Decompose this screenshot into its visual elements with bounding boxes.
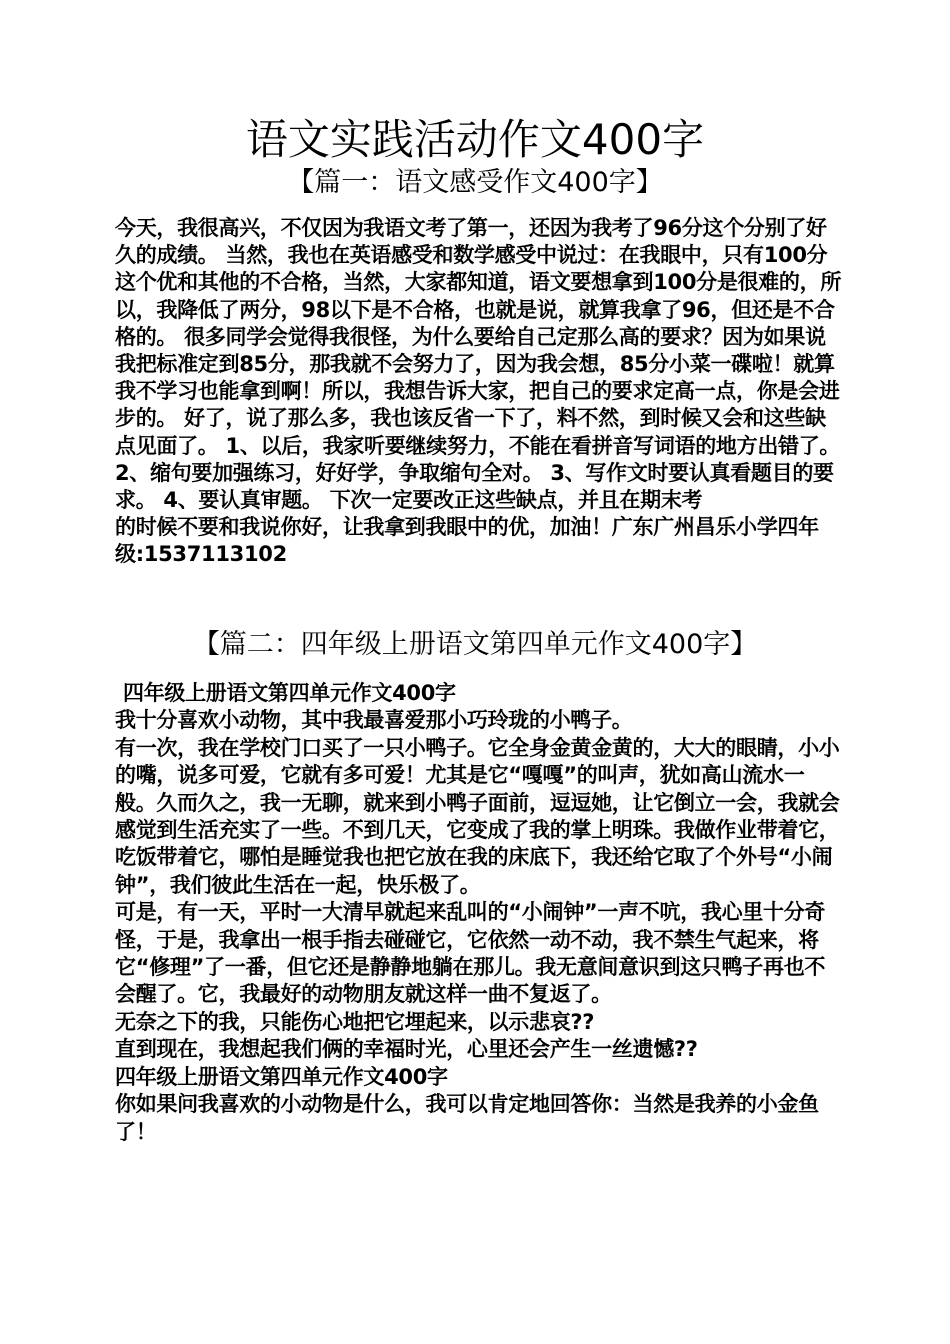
section-two-subheading: 四年级上册语文第四单元作文400字	[115, 1064, 448, 1089]
section-two-paragraph: 我十分喜欢小动物，其中我最喜爱那小巧玲珑的小鸭子。	[115, 708, 633, 733]
section-one-heading: 【篇一：语文感受作文400字】	[287, 167, 663, 198]
section-two-paragraph: 你如果问我喜欢的小动物是什么，我可以肯定地回答你：当然是我养的小金鱼了！	[115, 1092, 819, 1144]
section-two-paragraph: 可是，有一天，平时一大清早就起来乱叫的“小闹钟”一声不吭，我心里十分奇怪，于是，我拿出一根手指去碰碰它，它依然一动不动，我不禁生气起来，将它“修理”了一番，但它还是静静地躺在那儿。我无意间意识到这只鸭子再也不会醒了。它，我最好的动物朋友就这样一曲不复返了。	[115, 900, 826, 1007]
section-two-paragraph: 有一次，我在学校门口买了一只小鸭子。它全身金黄金黄的，大大的眼睛，小小的嘴，说多可爱，它就有多可爱！尤其是它“嘎嘎”的叫声，犹如高山流水一般。久而久之，我一无聊，就来到小鸭子面前，逗逗她，让它倒立一会，我就会感觉到生活充实了一些。不到几天，它变成了我的掌上明珠。我做作业带着它，吃饭带着它，哪怕是睡觉我也把它放在我的床底下，我还给它取了个外号“小闹钟”，我们彼此生活在一起，快乐极了。	[115, 735, 840, 897]
section-two-heading: 【篇二：四年级上册语文第四单元作文400字】	[192, 629, 758, 660]
section-two-body	[115, 680, 845, 1146]
section-two-subheading: 四年级上册语文第四单元作文400字	[123, 681, 456, 705]
document-title: 语文实践活动作文400字	[245, 115, 705, 164]
section-one-paragraph: 今天，我很高兴，不仅因为我语文考了第一，还因为我考了96分这个分别了好久的成绩。 当然，我也在英语感受和数学感受中说过：在我眼中，只有100分这个优和其他的不合格，当然，大家都知道，语文要想拿到100分是很难的，所以，我降低了两分，98以下是不合格，也就是说，就算我拿了96，但还是不合格的。 很多同学会觉得我很怪，为什么要给自己定那么高的要求？因为如果说我把标准定到85分，那我就不会努力了，因为我会想，85分小菜一碟啦！就算我不学习也能拿到啊！所以，我想告诉大家，把自己的要求定高一点，你是会进步的。 好了，说了那么多，我也该反省一下了，料不然，到时候又会和这些缺点见面了。 1、以后，我家听要继续努力，不能在看拼音写词语的地方出错了。 2、缩句要加强练习，好好学，争取缩句全对。 3、写作文时要认真看题目的要求。 4、要认真审题。 下次一定要改正这些缺点，并且在期末考	[115, 216, 842, 513]
section-two-paragraph: 直到现在，我想起我们俩的幸福时光，心里还会产生一丝遗憾??	[115, 1037, 698, 1062]
section-two-paragraph: 无奈之下的我，只能伤心地把它埋起来，以示悲哀??	[115, 1009, 595, 1034]
section-one-paragraph-end: 的时候不要和我说你好，让我拿到我眼中的优，加油！广东广州昌乐小学四年级:1537113102	[115, 515, 819, 567]
section-one-body	[115, 215, 845, 569]
